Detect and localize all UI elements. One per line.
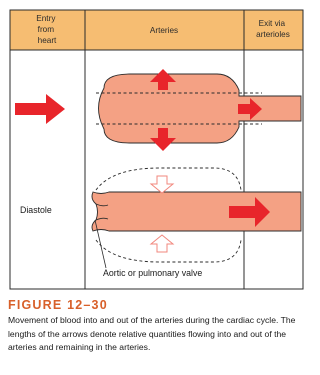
header-exit: Exit via arterioles	[256, 19, 290, 39]
diastole-recoil-arrow-up	[151, 235, 173, 252]
header-entry: Entry from heart	[36, 14, 57, 45]
diastole-artery	[92, 192, 301, 231]
row-label-diastole: Diastole	[20, 205, 52, 215]
systole-artery	[99, 74, 302, 143]
figure-title: FIGURE 12–30	[8, 298, 108, 312]
diastole-recoil-arrow-down	[151, 176, 173, 193]
valve-label: Aortic or pulmonary valve	[103, 268, 203, 278]
figure-caption: Movement of blood into and out of the arteries during the cardiac cycle. The lengths of the arrows denote relative quantities flowing into and out of the arteries and remaining in the arteries.	[8, 315, 296, 353]
systole-inflow-arrow	[15, 94, 65, 124]
header-arteries: Arteries	[149, 26, 179, 35]
